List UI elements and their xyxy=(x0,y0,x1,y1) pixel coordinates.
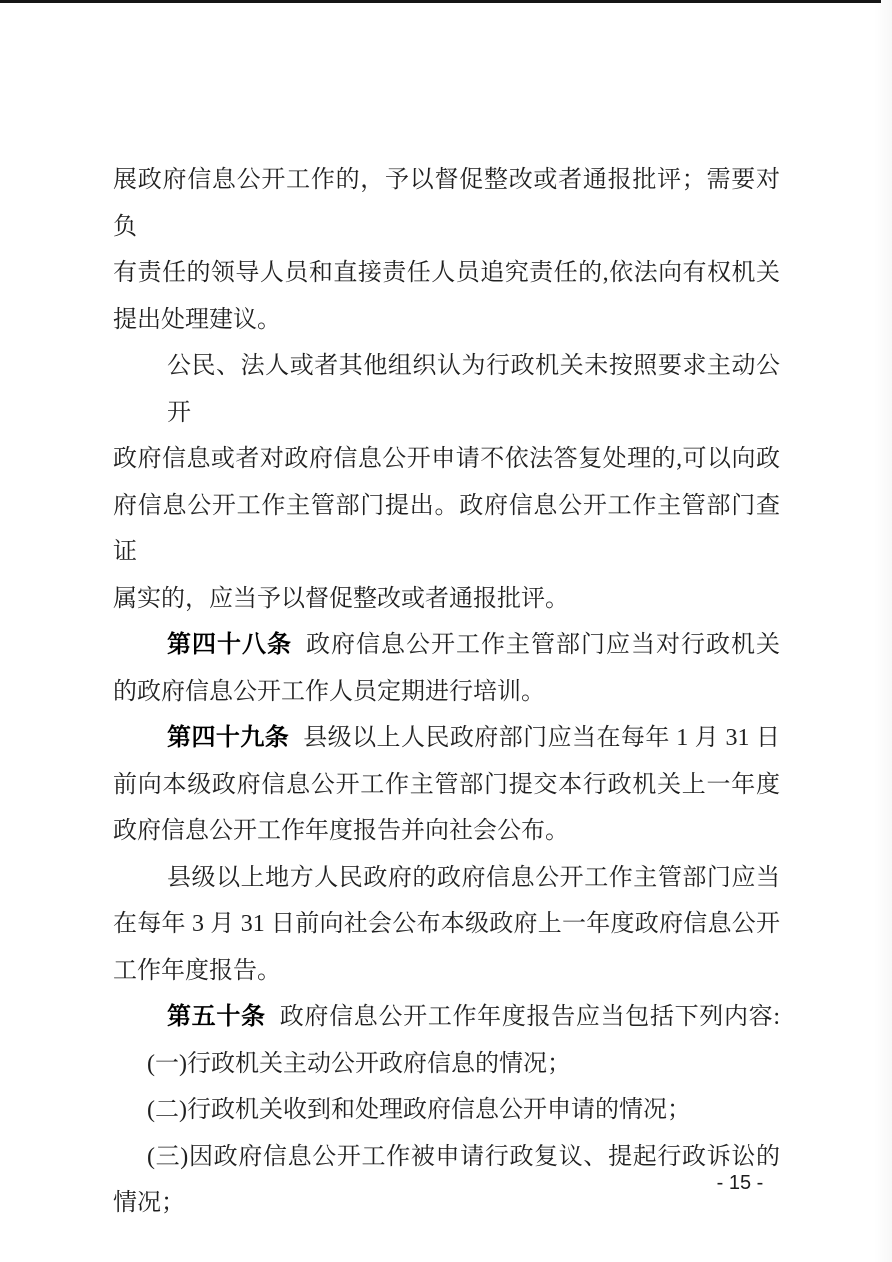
text-line xyxy=(113,715,780,762)
text-line xyxy=(113,343,780,436)
text-run: 属实的，应当予以督促整改或者通报批评。 xyxy=(113,585,569,612)
text-line xyxy=(113,901,780,948)
scan-top-edge-line xyxy=(0,0,881,3)
article-number-label: 第五十条 xyxy=(167,1003,266,1030)
text-line xyxy=(113,1041,780,1088)
paragraph xyxy=(113,1087,780,1134)
text-run: (三)因政府信息公开工作被申请行政复议、提起行政诉讼的 xyxy=(147,1143,780,1170)
document-body xyxy=(113,157,780,1227)
text-run: 政府信息公开工作主管部门应当对行政机关 xyxy=(306,632,780,658)
paragraph xyxy=(113,622,780,715)
text-run: 府信息公开工作主管部门提出。政府信息公开工作主管部门查证 xyxy=(113,492,780,565)
page-number: - 15 - xyxy=(716,1172,764,1194)
text-line xyxy=(113,1087,780,1134)
paragraph xyxy=(113,1041,780,1088)
paragraph xyxy=(113,157,780,343)
text-run: 展政府信息公开工作的，予以督促整改或者通报批评；需要对负 xyxy=(113,167,780,240)
text-run: 政府信息公开工作年度报告并向社会公布。 xyxy=(113,818,569,844)
text-line xyxy=(113,948,780,995)
text-run: 有责任的领导人员和直接责任人员追究责任的,依法向有权机关 xyxy=(113,260,780,286)
text-run: (一)行政机关主动公开政府信息的情况； xyxy=(147,1050,571,1077)
text-line xyxy=(113,250,780,297)
text-line xyxy=(113,855,780,902)
article-number-label: 第四十九条 xyxy=(167,724,290,751)
text-line xyxy=(113,483,780,576)
paragraph xyxy=(113,715,780,855)
text-run: 的政府信息公开工作人员定期进行培训。 xyxy=(113,678,545,705)
article-number-label: 第四十八条 xyxy=(167,631,292,658)
text-line xyxy=(113,808,780,855)
scan-right-shade xyxy=(874,0,892,1262)
text-run: 政府信息公开工作年度报告应当包括下列内容: xyxy=(279,1004,781,1030)
text-run: 县级以上人民政府部门应当在每年 1 月 31 日 xyxy=(303,725,781,751)
text-line xyxy=(113,576,780,623)
text-line xyxy=(113,436,780,483)
paragraph xyxy=(113,994,780,1041)
text-run: 政府信息或者对政府信息公开申请不依法答复处理的,可以向政 xyxy=(113,446,780,472)
paragraph xyxy=(113,343,780,622)
text-line xyxy=(113,994,780,1041)
text-run: 提出处理建议。 xyxy=(113,306,281,333)
text-run: (二)行政机关收到和处理政府信息公开申请的情况； xyxy=(147,1097,691,1123)
text-run: 在每年 3 月 31 日前向社会公布本级政府上一年度政府信息公开 xyxy=(113,911,780,937)
paragraph xyxy=(113,855,780,995)
text-line xyxy=(113,157,780,250)
text-run: 前向本级政府信息公开工作主管部门提交本行政机关上一年度 xyxy=(113,771,780,798)
text-run: 工作年度报告。 xyxy=(113,957,281,984)
text-line xyxy=(113,297,780,344)
text-line xyxy=(113,622,780,669)
text-line xyxy=(113,762,780,809)
text-run: 公民、法人或者其他组织认为行政机关未按照要求主动公开 xyxy=(167,353,780,426)
text-run: 情况； xyxy=(113,1190,185,1216)
text-run: 县级以上地方人民政府的政府信息公开工作主管部门应当 xyxy=(167,864,780,891)
text-line xyxy=(113,669,780,716)
